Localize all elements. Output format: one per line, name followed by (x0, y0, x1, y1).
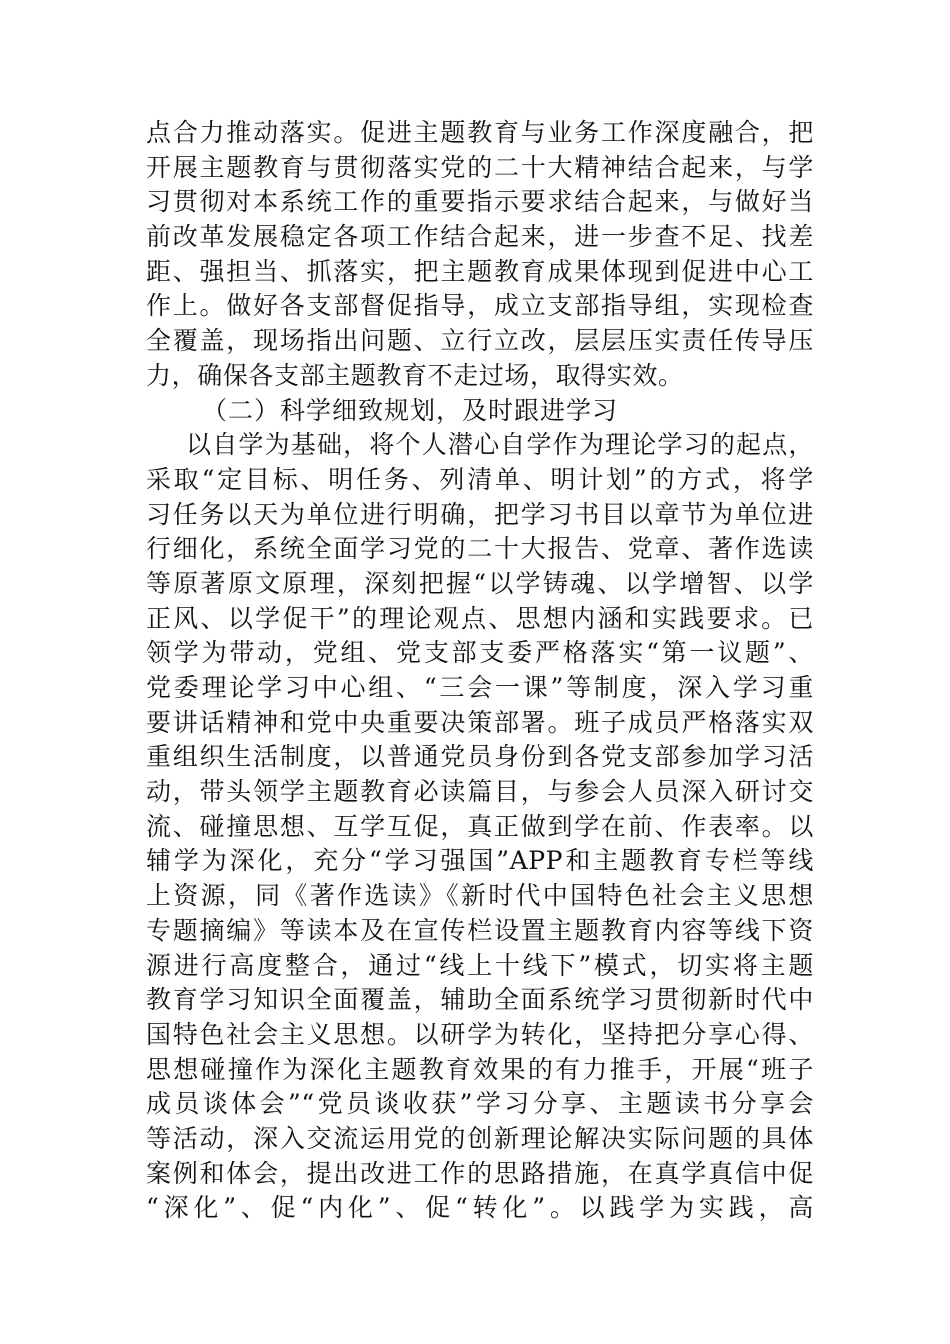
text-line: 前改革发展稳定各项工作结合起来，进一步查不足、找差 (146, 222, 814, 252)
text-line: 国特色社会主义思想。以研学为转化，坚持把分享心得、 (146, 1019, 814, 1049)
text-line: 全覆盖，现场指出问题、立行立改，层层压实责任传导压 (146, 326, 814, 356)
text-line: 专题摘编》等读本及在宣传栏设置主题教育内容等线下资 (146, 915, 814, 945)
body-text (146, 116, 814, 1226)
text-line: 源进行高度整合，通过“线上十线下”模式，切实将主题 (146, 950, 814, 980)
text-line: “深化”、促“内化”、促“转化”。以践学为实践，高 (146, 1193, 814, 1223)
text-line: 正风、以学促干”的理论观点、思想内涵和实践要求。已 (146, 603, 814, 633)
text-line: 距、强担当、抓落实，把主题教育成果体现到促进中心工 (146, 256, 814, 286)
text-line: 等原著原文原理，深刻把握“以学铸魂、以学增智、以学 (146, 568, 814, 598)
text-line: 思想碰撞作为深化主题教育效果的有力推手，开展“班子 (146, 1054, 814, 1084)
text-line: 领学为带动，党组、党支部支委严格落实“第一议题”、 (146, 638, 814, 668)
text-line: 行细化，系统全面学习党的二十大报告、党章、著作选读 (146, 534, 814, 564)
text-line: 力，确保各支部主题教育不走过场，取得实效。 (146, 360, 684, 390)
text-line: 等活动，深入交流运用党的创新理论解决实际问题的具体 (146, 1123, 814, 1153)
text-line: 重组织生活制度，以普通党员身份到各党支部参加学习活 (146, 742, 814, 772)
text-line: 党委理论学习中心组、“三会一课”等制度，深入学习重 (146, 673, 814, 702)
text-line: 习任务以天为单位进行明确，把学习书目以章节为单位进 (146, 499, 814, 529)
text-line: 作上。做好各支部督促指导，成立支部指导组，实现检查 (146, 291, 814, 321)
text-line: 以自学为基础，将个人潜心自学作为理论学习的起点， (186, 430, 814, 460)
text-line: 采取“定目标、明任务、列清单、明计划”的方式，将学 (146, 464, 814, 494)
text-line: 点合力推动落实。促进主题教育与业务工作深度融合，把 (146, 118, 814, 147)
text-line: 上资源，同《著作选读》《新时代中国特色社会主义思想 (146, 881, 814, 911)
text-line: 习贯彻对本系统工作的重要指示要求结合起来，与做好当 (146, 187, 814, 217)
text-line: 辅学为深化，充分“学习强国”APP和主题教育专栏等线 (146, 846, 814, 876)
text-line: 动，带头领学主题教育必读篇目，与参会人员深入研讨交 (146, 777, 814, 807)
text-line: 要讲话精神和党中央重要决策部署。班子成员严格落实双 (146, 707, 814, 737)
text-line: 开展主题教育与贯彻落实党的二十大精神结合起来，与学 (146, 152, 814, 182)
text-line: 教育学习知识全面覆盖，辅助全面系统学习贯彻新时代中 (146, 985, 814, 1015)
text-line: 成员谈体会”“党员谈收获”学习分享、主题读书分享会 (146, 1089, 814, 1119)
text-line: 流、碰撞思想、互学互促，真正做到学在前、作表率。以 (146, 811, 814, 841)
section-heading: （二）科学细致规划，及时跟进学习 (202, 395, 619, 425)
text-line: 案例和体会，提出改进工作的思路措施，在真学真信中促 (146, 1158, 814, 1188)
